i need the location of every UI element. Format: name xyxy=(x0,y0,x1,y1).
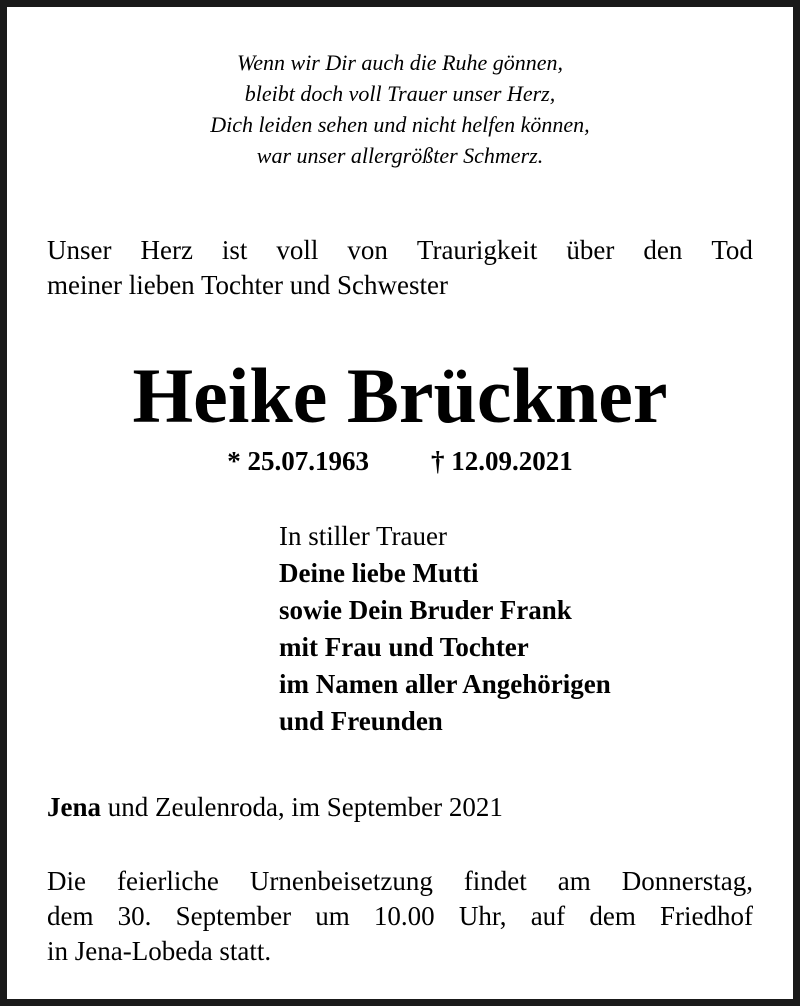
burial-notice xyxy=(47,864,753,969)
intro-word: voll xyxy=(276,235,319,265)
life-dates xyxy=(7,443,793,479)
burial-word: dem xyxy=(589,901,636,931)
burial-word: findet xyxy=(463,866,527,896)
intro-word: Traurigkeit xyxy=(416,235,538,265)
intro-text xyxy=(47,233,753,303)
mourner-line: mit Frau und Tochter xyxy=(279,632,529,662)
burial-line-3: in Jena-Lobeda statt. xyxy=(47,936,272,966)
burial-word: auf xyxy=(530,901,566,931)
burial-line-1 xyxy=(47,864,753,899)
intro-word: über xyxy=(566,235,615,265)
burial-word: um xyxy=(315,901,350,931)
burial-word: am xyxy=(557,866,591,896)
poem-line-1: Wenn wir Dir auch die Ruhe gönnen, xyxy=(236,50,564,75)
intro-word: den xyxy=(643,235,683,265)
intro-word: Unser xyxy=(47,235,112,265)
place-rest: und Zeulenroda, im September 2021 xyxy=(101,792,503,822)
mourner-line: im Namen aller Angehörigen xyxy=(279,669,611,699)
place-city: Jena xyxy=(47,792,101,822)
memorial-poem xyxy=(47,47,753,171)
intro-word: von xyxy=(347,235,388,265)
intro-word: ist xyxy=(221,235,248,265)
mourning-intro: In stiller Trauer xyxy=(279,521,447,551)
burial-word: dem xyxy=(47,901,94,931)
burial-line-2 xyxy=(47,899,753,934)
deceased-name: Heike Brückner xyxy=(132,352,668,439)
burial-word: Uhr, xyxy=(458,901,507,931)
place-and-date xyxy=(47,789,503,825)
intro-word: Herz xyxy=(140,235,193,265)
burial-word: 30. xyxy=(117,901,152,931)
poem-line-3: Dich leiden sehen und nicht helfen können, xyxy=(210,112,590,137)
intro-word: Tod xyxy=(711,235,753,265)
intro-line-1 xyxy=(47,233,753,268)
birth-date: * 25.07.1963 xyxy=(227,446,369,476)
burial-word: Urnenbeisetzung xyxy=(249,866,433,896)
burial-word: September xyxy=(175,901,292,931)
burial-word: feierliche xyxy=(116,866,219,896)
poem-line-2: bleibt doch voll Trauer unser Herz, xyxy=(244,81,556,106)
burial-word: 10.00 xyxy=(373,901,435,931)
burial-word: Donnerstag, xyxy=(621,866,753,896)
poem-line-4: war unser allergrößter Schmerz. xyxy=(256,143,544,168)
mourners-block xyxy=(279,518,611,740)
burial-word: Die xyxy=(47,866,86,896)
intro-line-2: meiner lieben Tochter und Schwester xyxy=(47,270,448,300)
mourner-line: und Freunden xyxy=(279,706,443,736)
mourner-line: Deine liebe Mutti xyxy=(279,558,479,588)
mourner-line: sowie Dein Bruder Frank xyxy=(279,595,572,625)
death-date: † 12.09.2021 xyxy=(431,446,573,476)
burial-word: Friedhof xyxy=(660,901,753,931)
